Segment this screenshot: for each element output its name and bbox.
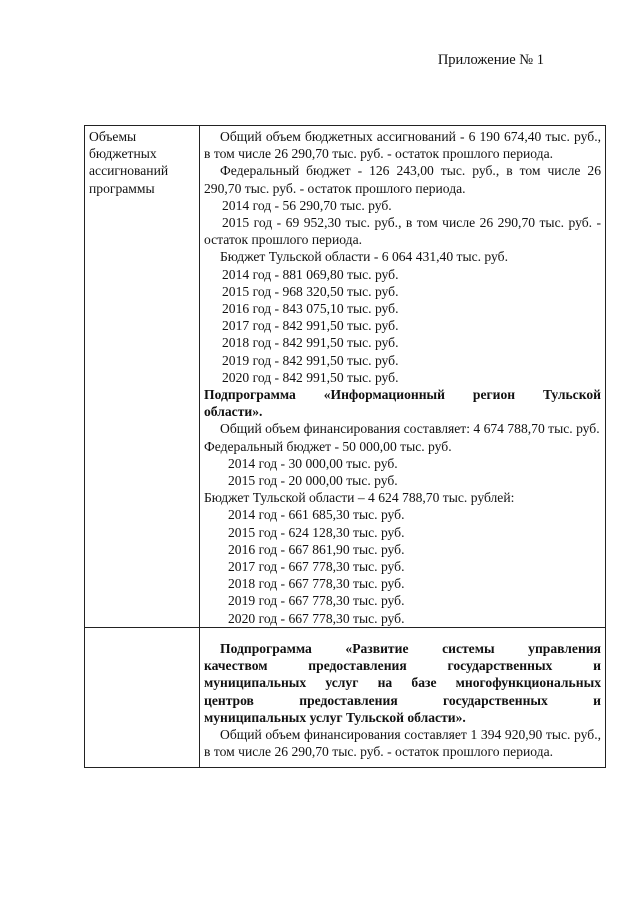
- subprogram-1-title-end: области».: [204, 404, 263, 420]
- subprogram-2-total: Общий объем финансирования составляет 1 394 920,90 тыс. руб., в том числе 26 290,70 тыс. руб. - остаток прошлого периода.: [204, 726, 601, 760]
- regional-year: 2014 год - 881 069,80 тыс. руб.: [222, 266, 399, 282]
- subprogram-2-title: качеством предоставления государственных и: [204, 658, 601, 674]
- federal-budget: Федеральный бюджет - 126 243,00 тыс. руб., в том числе 26 290,70 тыс. руб. - остаток прошлого периода.: [204, 163, 601, 196]
- subprogram-2-title: муниципальных услуг на базе многофункциональных: [204, 675, 601, 691]
- row-content-cell: [200, 126, 606, 628]
- regional-year: 2016 год - 843 075,10 тыс. руб.: [222, 301, 399, 317]
- subprogram-2-title-end: муниципальных услуг Тульской области».: [204, 709, 466, 725]
- subprogram-1-regional-year: 2018 год - 667 778,30 тыс. руб.: [228, 576, 405, 592]
- subprogram-1-regional-year: 2015 год - 624 128,30 тыс. руб.: [228, 524, 405, 540]
- total-allocation: Общий объем бюджетных ассигнований - 6 190 674,40 тыс. руб., в том числе 26 290,70 тыс. руб. - остаток прошлого периода.: [204, 129, 601, 162]
- subprogram-1-regional-year: 2017 год - 667 778,30 тыс. руб.: [228, 559, 405, 575]
- row-label: Объемы бюджетных ассигнований программы: [89, 129, 169, 196]
- subprogram-1-regional: Бюджет Тульской области – 4 624 788,70 тыс. рублей:: [204, 490, 515, 506]
- appendix-label: Приложение № 1: [437, 52, 544, 68]
- subprogram-1-title: Подпрограмма «Информационный регион Тульской: [204, 387, 601, 403]
- subprogram-1-regional-year: 2020 год - 667 778,30 тыс. руб.: [228, 610, 405, 626]
- federal-year-2015: 2015 год - 69 952,30 тыс. руб., в том числе 26 290,70 тыс. руб. - остаток прошлого периода.: [204, 215, 601, 248]
- federal-year-2014: 2014 год - 56 290,70 тыс. руб.: [222, 197, 392, 213]
- regional-year: 2020 год - 842 991,50 тыс. руб.: [222, 369, 399, 385]
- subprogram-2-title: центров предоставления государственных и: [204, 692, 601, 708]
- regional-year: 2019 год - 842 991,50 тыс. руб.: [222, 352, 399, 368]
- subprogram-2-title: Подпрограмма «Развитие системы управления: [220, 640, 601, 656]
- row-label-cell: [85, 126, 200, 628]
- subprogram-1-federal: Федеральный бюджет - 50 000,00 тыс. руб.: [204, 438, 452, 454]
- row-content-cell: [200, 627, 606, 767]
- subprogram-1-regional-year: 2014 год - 661 685,30 тыс. руб.: [228, 507, 405, 523]
- regional-year: 2018 год - 842 991,50 тыс. руб.: [222, 335, 399, 351]
- row-label-cell: [85, 627, 200, 767]
- regional-year: 2015 год - 968 320,50 тыс. руб.: [222, 283, 399, 299]
- regional-year: 2017 год - 842 991,50 тыс. руб.: [222, 318, 399, 334]
- subprogram-1-federal-year: 2014 год - 30 000,00 тыс. руб.: [228, 455, 398, 471]
- budget-table: [84, 125, 606, 768]
- table-row: [85, 126, 606, 628]
- subprogram-1-federal-year: 2015 год - 20 000,00 тыс. руб.: [228, 473, 398, 489]
- subprogram-1-regional-year: 2019 год - 667 778,30 тыс. руб.: [228, 593, 405, 609]
- regional-budget: Бюджет Тульской области - 6 064 431,40 тыс. руб.: [220, 249, 508, 265]
- subprogram-1-regional-year: 2016 год - 667 861,90 тыс. руб.: [228, 541, 405, 557]
- subprogram-1-total: Общий объем финансирования составляет: 4 674 788,70 тыс. руб.: [220, 421, 600, 437]
- table-row: [85, 627, 606, 767]
